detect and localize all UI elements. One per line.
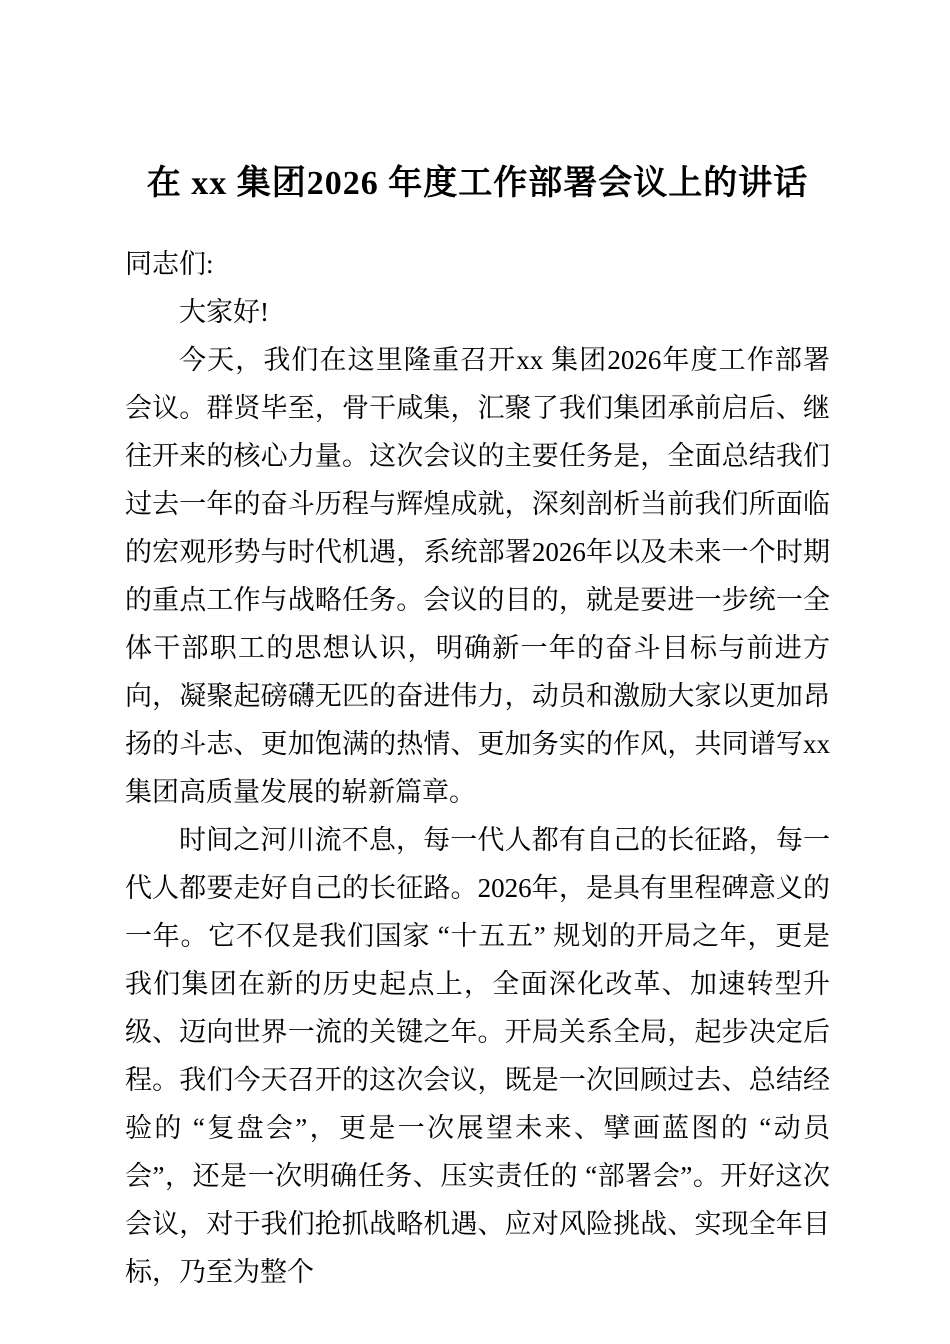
- paragraph-salutation: 同志们:: [125, 248, 214, 279]
- paragraph-greeting: 大家好!: [179, 296, 269, 327]
- paragraph-body-1: 今天，我们在这里隆重召开xx 集团2026年度工作部署会议。群贤毕至，骨干咸集，汇聚了我们集团承前启后、继往开来的核心力量。这次会议的主要任务是，全面总结我们过去一年的奋斗历程与辉煌成就，深刻剖析当前我们所面临的宏观形势与时代机遇，系统部署2026年以及未来一个时期的重点工作与战略任务。会议的目的，就是要进一步统一全体干部职工的思想认识，明确新一年的奋斗目标与前进方向，凝聚起磅礴无匹的奋进伟力，动员和激励大家以更加昂扬的斗志、更加饱满的热情、更加务实的作风，共同谱写xx 集团高质量发展的崭新篇章。: [125, 344, 830, 807]
- paragraph-body-2: 时间之河川流不息，每一代人都有自己的长征路，每一代人都要走好自己的长征路。2026年，是具有里程碑意义的一年。它不仅是我们国家 “十五五” 规划的开局之年，更是我们集团在新的历史起点上，全面深化改革、加速转型升级、迈向世界一流的关键之年。开局关系全局，起步决定后程。我们今天召开的这次会议，既是一次回顾过去、总结经验的 “复盘会”，更是一次展望未来、擘画蓝图的 “动员会”，还是一次明确任务、压实责任的 “部署会”。开好这次会议，对于我们抢抓战略机遇、应对风险挑战、实现全年目标，乃至为整个: [125, 824, 830, 1287]
- document-title: 在 xx 集团2026 年度工作部署会议上的讲话: [146, 165, 809, 202]
